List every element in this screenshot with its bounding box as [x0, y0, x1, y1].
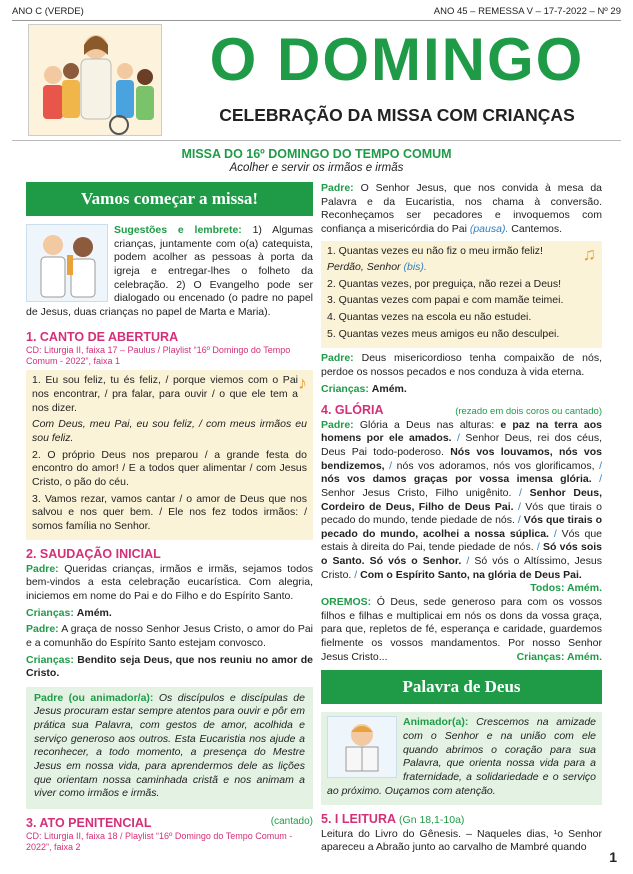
- children-illustration: [28, 24, 162, 136]
- song-refrain: Com Deus, meu Pai, eu sou feliz, / com meus irmãos eu sou feliz.: [32, 418, 307, 444]
- response-text: Amém.: [76, 606, 112, 619]
- song-verse: 1. Quantas vezes eu não fiz o meu irmão feliz!: [327, 244, 543, 257]
- altar-servers-illustration: [26, 224, 108, 302]
- song-verse: 5. Quantas vezes meus amigos eu não desculpei.: [327, 327, 560, 340]
- speaker-label: Padre:: [26, 623, 59, 636]
- song-verse: 2. Quantas vezes, por preguiça, não rezei a Deus!: [327, 277, 562, 290]
- suggestions-text: 1) Algumas crianças, juntamente com o(a) catequista, podem acolher as pessoas à porta da igreja e entregar-lhes o folheto da celebração. 2) O Evangelho pode ser dialogado ou encenado (o padre no papel de Jesus, duas crianças no papel de Marta e Maria).: [26, 224, 313, 318]
- all-response: Todos: Amém.: [530, 582, 602, 595]
- response-text: Amém.: [371, 382, 407, 395]
- section-heading: 1. CANTO DE ABERTURA: [26, 329, 179, 344]
- song-box: [321, 241, 602, 349]
- music-note-icon: ♪: [298, 373, 307, 394]
- speaker-label: Padre:: [26, 562, 59, 575]
- year-label: ANO C (VERDE): [12, 6, 84, 17]
- animator-text: Crescemos na amizade com o Senhor e na união com ele quando abrimos o coração para sua Palavra, que orienta nossa vida para a fraternidade, a solidariedade e o serviço ao próximo. Ouçamos com atenção.: [327, 716, 596, 797]
- suggestions-label: Sugestões e lembrete:: [114, 224, 242, 237]
- cd-reference: CD: Liturgia II, faixa 18 / Playlist “16º Domingo do Tempo Comum - 2022”, faixa 2: [26, 831, 293, 853]
- speaker-label: OREMOS:: [321, 596, 372, 608]
- gloria-line: Com o Espírito Santo, na glória de Deus Pai.: [360, 568, 582, 581]
- animator-text: Os discípulos e discípulas de Jesus procuram estar sempre atentos para ouvir e pôr em prática sua Palavra, com gestos de amor, acolhida e serviço generoso aos outros. Esta Eucaristia nos ajude a reconhecer, a todo momento, a presença do Mestre Jesus em nossa vida, para aprendermos dele as lições que orientam nossa caminhada cristã e nos animam a viver como irmãos e irmãs.: [34, 691, 305, 800]
- mass-title: MISSA DO 16º DOMINGO DO TEMPO COMUM: [181, 147, 452, 161]
- reading-text: Leitura do Livro do Gênesis. – Naqueles dias, ¹o Senhor apareceu a Abraão junto ao carvalho de Mambré quando: [321, 827, 602, 854]
- gloria-line: e paz na terra aos homens por ele amados.: [321, 418, 602, 445]
- priest-text-end: Cantemos.: [511, 222, 563, 235]
- gloria-line: Glória a Deus nas alturas:: [359, 418, 495, 431]
- section-note: (cantado): [270, 815, 313, 827]
- divider: [12, 140, 621, 141]
- section-heading: 3. ATO PENITENCIAL: [26, 815, 152, 830]
- priest-text: Deus misericordioso tenha compaixão de nós, perdoe os nossos pecados e nos conduza à vida eterna.: [321, 352, 602, 379]
- pause-note: (pausa).: [469, 222, 509, 235]
- speaker-label: Padre:: [321, 418, 354, 431]
- speaker-label: Crianças:: [26, 653, 74, 666]
- speaker-label: Padre:: [321, 182, 354, 194]
- page-number: 1: [609, 848, 617, 865]
- newsletter-title: O DOMINGO: [209, 26, 585, 93]
- song-verse: 1. Eu sou feliz, tu és feliz, / porque viemos com o Pai nos encontrar, / pra falar, para ouvir / o que ele tem a nos dizer.: [32, 374, 298, 414]
- gloria-line: Senhor Deus, Cordeiro de Deus, Filho de Deus Pai.: [321, 486, 602, 513]
- response-text: Bendito seja Deus, que nos reuniu no amor de Cristo.: [26, 653, 314, 680]
- speaker-label: Padre (ou animador/a):: [34, 691, 154, 704]
- gloria-line: Só vós sois o Santo. Só vós o Senhor.: [321, 541, 603, 568]
- left-column: [26, 182, 313, 853]
- speaker-label: Animador(a):: [403, 716, 469, 729]
- cd-reference: CD: Liturgia II, faixa 17 – Paulus / Playlist “16º Domingo do Tempo Comum - 2022”, faixa 1: [26, 344, 291, 366]
- speaker-label: Padre:: [321, 352, 354, 365]
- song-verse: 3. Vamos rezar, vamos cantar / o amor de Deus que nos salvou e nos quer bem. / Ele nos fez todos irmãos: / somos família no Senhor.: [32, 492, 307, 532]
- music-note-icon: ♫: [582, 243, 596, 264]
- divider: [12, 20, 621, 21]
- priest-text: O Senhor Jesus, que nos convida à mesa da Palavra e da Eucaristia, nos chama à conversão. Reconheçamos ser pecadores e invoquemos com confiança a misericórdia do Pai: [321, 182, 602, 235]
- section-banner: Vamos começar a missa!: [26, 182, 313, 216]
- gloria-line: Só vós o Altíssimo, Jesus Cristo.: [321, 555, 602, 581]
- prayer-text: Ó Deus, sede generoso para com os vossos filhos e filhas e multiplicai em nós os dons da vossa graça, para que, repletos de fé, esperança e caridade, guardemos fielmente os vossos mandamentos. Por nosso Senhor Jesus Cristo...: [321, 596, 602, 663]
- section-heading: 2. SAUDAÇÃO INICIAL: [26, 547, 161, 562]
- mass-theme: Acolher e servir os irmãos e irmãs: [229, 162, 404, 174]
- priest-text: A graça de nosso Senhor Jesus Cristo, o amor do Pai e a comunhão do Espírito Santo estejam convosco.: [26, 623, 313, 649]
- reading-child-illustration: [327, 716, 397, 778]
- section-note: (Gn 18,1-10a): [399, 814, 465, 827]
- priest-text: Queridas crianças, irmãos e irmãs, sejamos todos bem-vindos a esta celebração eucarística. Com alegria, iniciemos em nome do Pai e do Filho e do Espírito Santo.: [26, 562, 313, 602]
- gloria-line: Vós que tirais o pecado do mundo, acolhei a nossa súplica.: [321, 514, 602, 540]
- issue-info: ANO 45 – REMESSA V – 17-7-2022 – Nº 29: [433, 6, 621, 17]
- animator-box: [26, 687, 313, 809]
- section-heading: 4. GLÓRIA: [321, 403, 384, 418]
- animator-box: [321, 712, 602, 805]
- right-column: Padre: O Senhor Jesus, que nos convida à mesa da Palavra e da Eucaristia, nos chama à conversão. Reconheçamos ser pecadores e invoquemos com confiança a misericórdia do Pai (pausa). Cantemos. ♫ 1. Quantas vezes eu não fiz o meu irmão feliz! Perdão, Senhor (bis). 2. Quantas vezes, por preguiça, não rezei a Deus! 3. Quantas vezes com papai e com mamãe teimei. 4. Quantas vezes na escola eu não estudei. 5. Quantas vezes meus amigos eu não desculpei. Padre: Deus misericordioso tenha compaixão de nós, perdoe os nossos pecados e nos conduza à vida eterna. Crianças: Amém. 4. GLÓRIA (rezado em dois coros ou cantado) Padre: Glória a Deus nas alturas: e paz na terra aos homens por ele amados. / Senhor Deus, rei dos céus, Deus Pai todo-poderoso. Nós vos louvamos, nós vos bendizemos, / nós vos adoramos, nós vos glorificamos, / nós vos damos graças por vossa imensa glória. / Senhor Jesus Cristo, Filho unigênito. / Senhor Deus, Cordeiro de Deus, Filho de Deus Pai. / Vós que tirais o pecado do mundo, tende piedade de nós. / Vós que tirais o pecado do mundo, acolhei a nossa súplica. / Vós que estais à direita do Pai, tende piedade de nós. / Só vós sois o Santo. Só vós o Senhor. / Só vós o Altíssimo, Jesus Cristo. / Com o Espírito Santo, na glória de Deus Pai. Todos: Amém. OREMOS: Ó Deus, sede generoso para com os vossos filhos e filhas e multiplicai em nós os dons da vossa graça, para que, repletos de fé, esperança e caridade, guardemos fielmente os vossos mandamentos. Por nosso Senhor Jesus Cristo... Crianças: Amém. Palavra de Deus Animador(a): Crescemos na amizade com o Senhor e na união com ele quando abrimos o coração para sua Palavra, que orienta nossa vida para a fraternidade, a solidariedade e o serviço ao próximo. Ouçamos com atenção. 5. I LEITURA (Gn 18,1-10a) Leitura do Livro do Gênesis. – Naqueles dias, ¹o Senhor apareceu a Abraão junto ao carvalho de Mambré quando: [321, 182, 603, 854]
- top-bar: [12, 6, 621, 20]
- section-note: (rezado em dois coros ou cantado): [455, 406, 602, 418]
- response-text: Crianças: Amém.: [516, 650, 602, 663]
- section-banner: Palavra de Deus: [321, 670, 602, 704]
- gloria-line: Nós vos louvamos, nós vos bendizemos,: [321, 445, 602, 472]
- song-refrain: Perdão, Senhor: [327, 261, 401, 274]
- gloria-line: Vós que tirais o pecado do mundo, tende piedade de nós.: [321, 500, 603, 527]
- song-verse: 2. O próprio Deus nos preparou / a grande festa do encontro do amor! / E a todos quer alimentar / com Jesus Cristo, o pão do céu.: [32, 448, 307, 488]
- section-heading: 5. I LEITURA: [321, 812, 396, 827]
- gloria-line: Senhor Deus, rei dos céus, Deus Pai todo-poderoso.: [321, 432, 603, 458]
- newsletter-subtitle: CELEBRAÇÃO DA MISSA COM CRIANÇAS: [219, 105, 575, 125]
- bis-note: (bis).: [403, 261, 427, 274]
- song-verse: 3. Quantas vezes com papai e com mamãe teimei.: [327, 294, 564, 307]
- gloria-line: nós vos adoramos, nós vos glorificamos,: [396, 459, 595, 472]
- song-box: [26, 370, 313, 540]
- speaker-label: Crianças:: [321, 382, 369, 395]
- song-verse: 4. Quantas vezes na escola eu não estudei.: [327, 311, 532, 324]
- gloria-line: Vós que estais à direita do Pai, tende piedade de nós.: [321, 527, 603, 554]
- speaker-label: Crianças:: [26, 606, 74, 619]
- gloria-line: Senhor Jesus Cristo, Filho unigênito.: [321, 486, 512, 499]
- gloria-line: nós vos damos graças por vossa imensa glória.: [321, 473, 592, 486]
